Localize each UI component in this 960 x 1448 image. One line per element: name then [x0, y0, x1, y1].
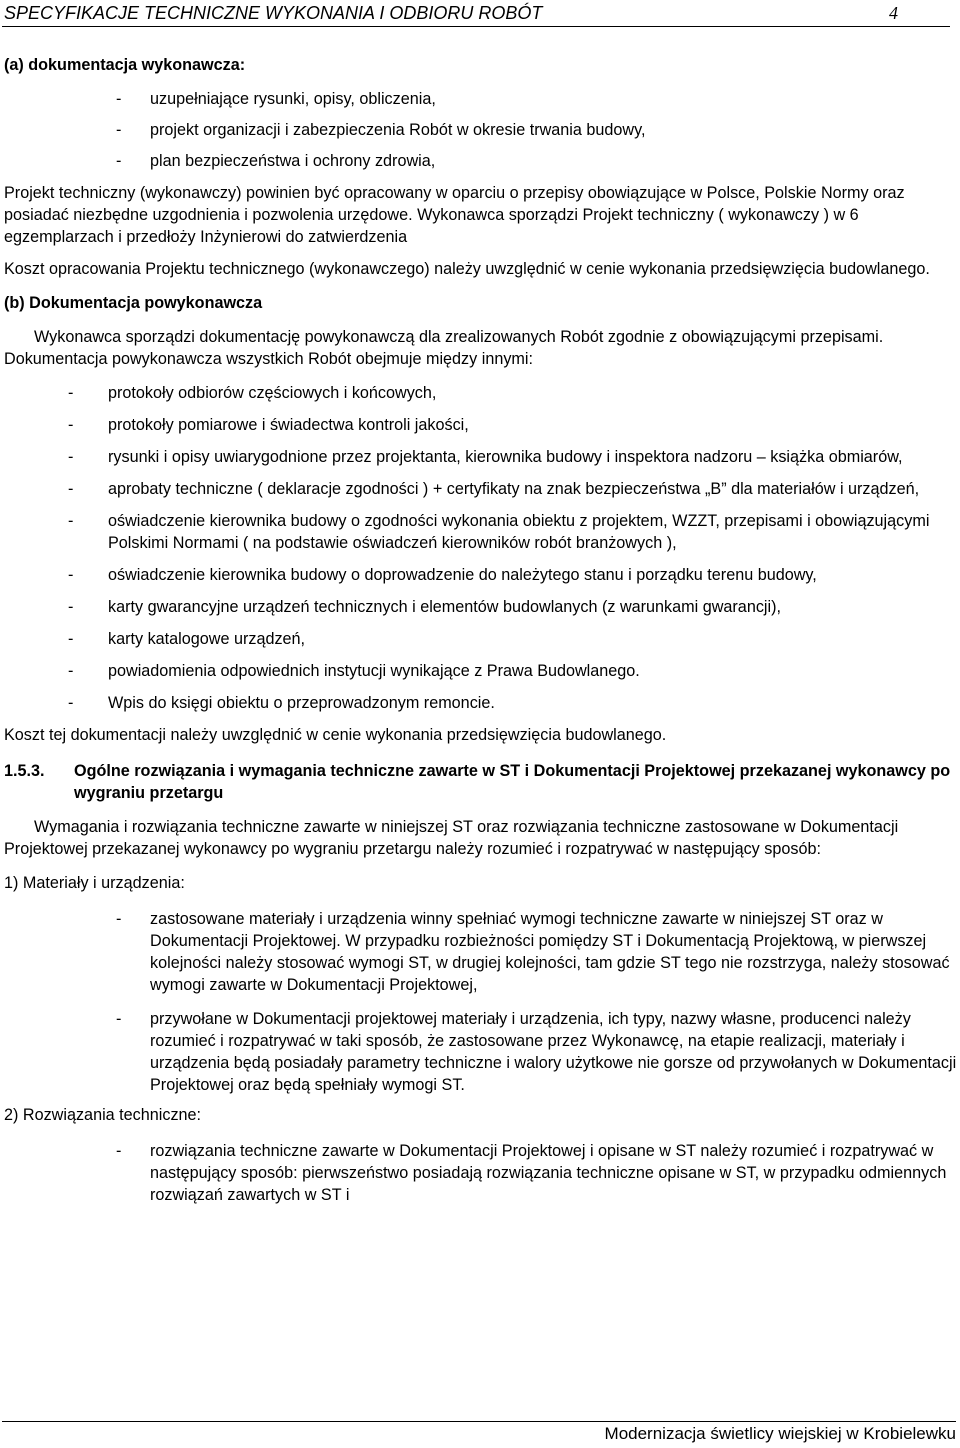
list-item: - rysunki i opisy uwiarygodnione przez projektanta, kierownika budowy i inspektora nadzoru – książka obmiarów,: [4, 446, 958, 468]
list-item: - projekt organizacji i zabezpieczenia Robót w okresie trwania budowy,: [4, 119, 958, 141]
document-body: [4, 54, 958, 1216]
list-item: - rozwiązania techniczne zawarte w Dokumentacji Projektowej i opisane w ST należy rozumieć i rozpatrywać w następujący sposób: pierwszeństwo posiadają rozwiązania techniczne opisane w ST, w przypadku odmiennych rozwiązań zawartych w ST i: [4, 1140, 958, 1206]
document-title: SPECYFIKACJE TECHNICZNE WYKONANIA I ODBIORU ROBÓT: [4, 3, 543, 23]
section-a-cost-paragraph: Koszt opracowania Projektu technicznego (wykonawczego) należy uwzględnić w cenie wykonania przedsięwzięcia budowlanego.: [4, 260, 930, 278]
technical-solutions-list: [4, 1140, 958, 1206]
list-item: - uzupełniające rysunki, opisy, obliczenia,: [4, 88, 958, 110]
technical-solutions-label: 2) Rozwiązania techniczne:: [4, 1106, 202, 1124]
list-item: - Wpis do księgi obiektu o przeprowadzonym remoncie.: [4, 692, 958, 714]
section-title: Ogólne rozwiązania i wymagania techniczne zawarte w ST i Dokumentacji Projektowej przekazanej wykonawcy po wygraniu przetargu: [74, 762, 951, 802]
page-header: [2, 0, 950, 27]
section-b-list: [4, 382, 958, 714]
page-number: 4: [889, 3, 898, 23]
list-item: - aprobaty techniczne ( deklaracje zgodności ) + certyfikaty na znak bezpieczeństwa „B” dla materiałów i urządzeń,: [4, 478, 958, 500]
section-b-intro: Wykonawca sporządzi dokumentację powykonawczą dla zrealizowanych Robót zgodnie z obowiązującymi przepisami. Dokumentacja powykonawcza wszystkich Robót obejmuje między innymi:: [4, 328, 884, 368]
materials-list: [4, 908, 958, 1096]
section-b-closing: Koszt tej dokumentacji należy uwzględnić w cenie wykonania przedsięwzięcia budowlanego.: [4, 726, 667, 744]
materials-label: 1) Materiały i urządzenia:: [4, 874, 185, 892]
section-1-5-3-intro: Wymagania i rozwiązania techniczne zawarte w niniejszej ST oraz rozwiązania techniczne zastosowane w Dokumentacji Projektowej przekazanej wykonawcy po wygraniu przetargu należy rozumieć i rozpatrywać w następujący sposób:: [4, 818, 899, 858]
list-item: - oświadczenie kierownika budowy o doprowadzenie do należytego stanu i porządku terenu budowy,: [4, 564, 958, 586]
list-item: - plan bezpieczeństwa i ochrony zdrowia,: [4, 150, 958, 172]
footer-text: Modernizacja świetlicy wiejskiej w Krobielewku: [604, 1424, 956, 1443]
list-item: - powiadomienia odpowiednich instytucji wynikające z Prawa Budowlanego.: [4, 660, 958, 682]
section-a-heading: (a) dokumentacja wykonawcza:: [4, 56, 246, 74]
section-number: 1.5.3.: [4, 762, 45, 780]
list-item: - karty katalogowe urządzeń,: [4, 628, 958, 650]
list-item: - karty gwarancyjne urządzeń technicznych i elementów budowlanych (z warunkami gwarancji),: [4, 596, 958, 618]
list-item: - przywołane w Dokumentacji projektowej materiały i urządzenia, ich typy, nazwy własne, producenci należy rozumieć i rozpatrywać w taki sposób, że zastosowane przez Wykonawcę, na etapie realizacji, materiały i urządzenia będą posiadały parametry techniczne i walory użytkowe nie gorsze od przywołanych w Dokumentacji Projektowej oraz będą spełniały wymogi ST.: [4, 1008, 958, 1096]
section-a-paragraph: Projekt techniczny (wykonawczy) powinien być opracowany w oparciu o przepisy obowiązujące w Polsce, Polskie Normy oraz posiadać niezbędne uzgodnienia i pozwolenia urzędowe. Wykonawca sporządzi Projekt techniczny ( wykonawczy ) w 6 egzemplarzach i przedłoży Inżynierowi do zatwierdzenia: [4, 184, 905, 246]
list-item: - zastosowane materiały i urządzenia winny spełniać wymogi techniczne zawarte w niniejszej ST oraz w Dokumentacji Projektowej. W przypadku rozbieżności pomiędzy ST i Dokumentacją Projektową, w pierwszej kolejności należy stosować wymogi ST, w drugiej kolejności, tam gdzie ST tego nie rozstrzyga, należy stosować wymogi zawarte w Dokumentacji Projektowej,: [4, 908, 958, 996]
list-item: - oświadczenie kierownika budowy o zgodności wykonania obiektu z projektem, WZZT, przepisami i obowiązującymi Polskimi Normami ( na podstawie oświadczeń kierowników robót branżowych ),: [4, 510, 958, 554]
section-1-5-3-heading: [4, 760, 958, 804]
list-item: - protokoły odbiorów częściowych i końcowych,: [4, 382, 958, 404]
list-item: - protokoły pomiarowe i świadectwa kontroli jakości,: [4, 414, 958, 436]
section-a-list: [4, 88, 958, 172]
section-b-heading: (b) Dokumentacja powykonawcza: [4, 294, 263, 312]
page-footer: [2, 1421, 956, 1446]
